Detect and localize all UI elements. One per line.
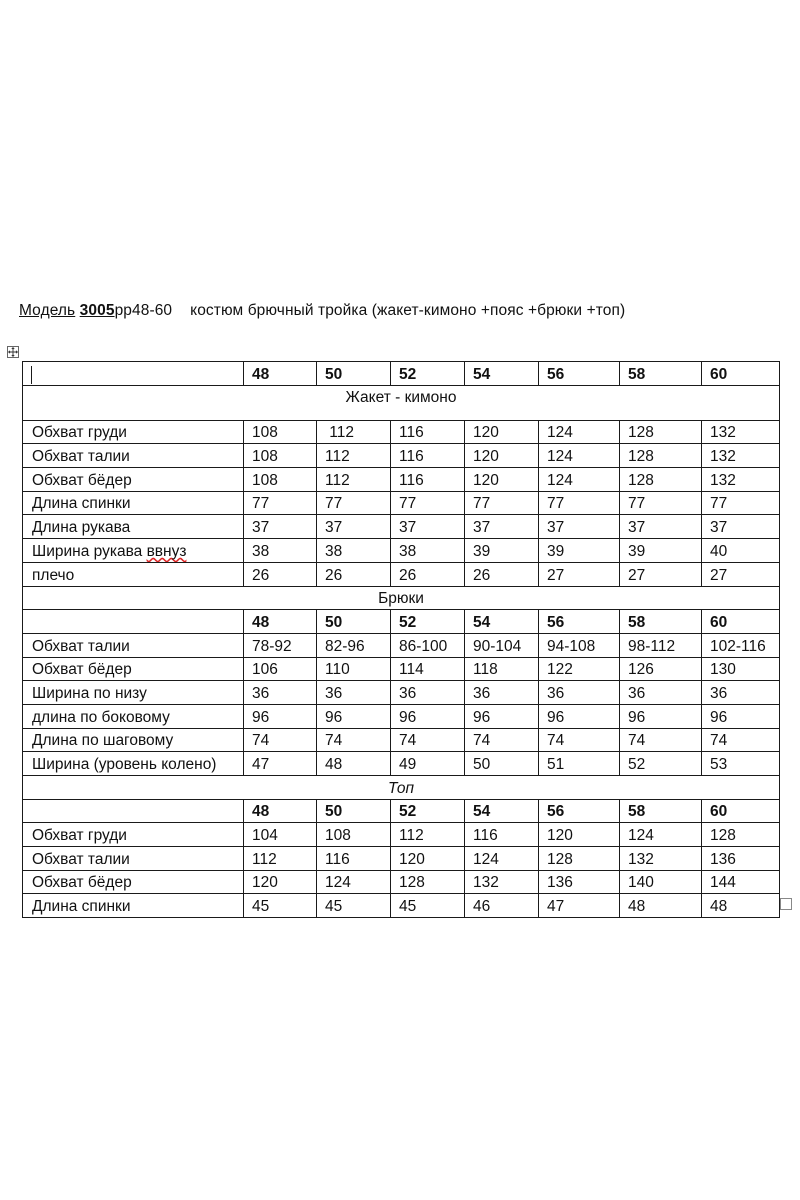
- table-cell: 52: [620, 752, 702, 776]
- size-header-cell: 58: [620, 362, 702, 386]
- table-cell: 37: [391, 515, 465, 539]
- table-row: [23, 752, 780, 776]
- table-cell: 98-112: [620, 633, 702, 657]
- table-cell: 102-116: [702, 633, 780, 657]
- size-header-cell: 54: [465, 362, 539, 386]
- table-cell: 90-104: [465, 633, 539, 657]
- size-header-cell: 58: [620, 610, 702, 634]
- table-cell: 108: [244, 444, 317, 468]
- table-cell: 96: [702, 704, 780, 728]
- table-cell: 39: [465, 539, 539, 563]
- table-cell: 132: [620, 847, 702, 871]
- table-cell: 36: [244, 681, 317, 705]
- sizes-range: рр48-60: [114, 302, 173, 319]
- row-label: [23, 539, 244, 563]
- table-cell: 96: [539, 704, 620, 728]
- table-cell: 74: [539, 728, 620, 752]
- table-cell: 112: [391, 823, 465, 847]
- row-label: Ширина (уровень колено): [23, 752, 244, 776]
- table-resize-handle[interactable]: [780, 898, 792, 910]
- model-label: Модель: [19, 302, 76, 319]
- table-cell: 36: [391, 681, 465, 705]
- row-label: плечо: [23, 562, 244, 586]
- table-cell: 120: [539, 823, 620, 847]
- table-cell: 77: [465, 491, 539, 515]
- table-row: [23, 468, 780, 492]
- table-move-handle-icon[interactable]: [7, 346, 19, 358]
- table-cell: 36: [539, 681, 620, 705]
- row-label: Обхват бёдер: [23, 870, 244, 894]
- size-header-cell: 56: [539, 362, 620, 386]
- table-cell: 77: [702, 491, 780, 515]
- section-row-top: [23, 776, 780, 800]
- section-row-jacket: [23, 385, 780, 420]
- table-cell: 51: [539, 752, 620, 776]
- table-row: [23, 870, 780, 894]
- table-cell: 116: [465, 823, 539, 847]
- section-row-trousers: [23, 586, 780, 610]
- table-cell: 96: [244, 704, 317, 728]
- row-label: Длина спинки: [23, 491, 244, 515]
- table-cell: 96: [391, 704, 465, 728]
- table-cell: 120: [465, 468, 539, 492]
- table-row: [23, 491, 780, 515]
- table-cell: 120: [465, 444, 539, 468]
- row-label: Ширина по низу: [23, 681, 244, 705]
- table-cell: 26: [244, 562, 317, 586]
- table-cell: 36: [317, 681, 391, 705]
- row-label: Обхват талии: [23, 633, 244, 657]
- table-cell: 82-96: [317, 633, 391, 657]
- table-row: [23, 894, 780, 918]
- table-cell: 27: [620, 562, 702, 586]
- table-cell: 124: [620, 823, 702, 847]
- table-cell: 136: [702, 847, 780, 871]
- size-header-cell: 48: [244, 799, 317, 823]
- table-cell: 26: [465, 562, 539, 586]
- table-cell: 40: [702, 539, 780, 563]
- size-header-cell: 52: [391, 362, 465, 386]
- table-row: [23, 823, 780, 847]
- table-cell: 37: [620, 515, 702, 539]
- table-cell: 86-100: [391, 633, 465, 657]
- table-cell: 37: [465, 515, 539, 539]
- table-cell: 128: [620, 468, 702, 492]
- table-cell: 74: [702, 728, 780, 752]
- table-cell: 45: [244, 894, 317, 918]
- table-cell: 74: [391, 728, 465, 752]
- table-cell: 128: [702, 823, 780, 847]
- row-label: Обхват груди: [23, 420, 244, 444]
- table-cell: 74: [244, 728, 317, 752]
- table-cell: 132: [702, 468, 780, 492]
- size-header-cell: 60: [702, 799, 780, 823]
- table-cell: 124: [539, 444, 620, 468]
- table-cell: 122: [539, 657, 620, 681]
- table-cell: 38: [391, 539, 465, 563]
- row-label: Обхват бёдер: [23, 657, 244, 681]
- size-header-cell: 54: [465, 610, 539, 634]
- table-cell: 27: [539, 562, 620, 586]
- table-cell: 118: [465, 657, 539, 681]
- table-row: [23, 444, 780, 468]
- table-cell: 37: [244, 515, 317, 539]
- table-cell: 27: [702, 562, 780, 586]
- table-cell: 39: [539, 539, 620, 563]
- row-label: Обхват груди: [23, 823, 244, 847]
- table-row: [23, 847, 780, 871]
- table-cell: 136: [539, 870, 620, 894]
- row-label: Обхват талии: [23, 847, 244, 871]
- size-header-cell: 60: [702, 610, 780, 634]
- size-header-cell: 58: [620, 799, 702, 823]
- table-cell: 126: [620, 657, 702, 681]
- table-cell: 36: [620, 681, 702, 705]
- table-row: [23, 704, 780, 728]
- row-label: Обхват талии: [23, 444, 244, 468]
- table-cell: 94-108: [539, 633, 620, 657]
- table-cell: 53: [702, 752, 780, 776]
- table-cell: 37: [539, 515, 620, 539]
- table-cell: 132: [702, 444, 780, 468]
- header-empty-cell: [23, 799, 244, 823]
- table-cell: 112: [317, 420, 391, 444]
- table-cell: 47: [539, 894, 620, 918]
- table-cell: 144: [702, 870, 780, 894]
- size-header-row: [23, 362, 780, 386]
- header-empty-cell: [23, 362, 244, 386]
- size-header-cell: 52: [391, 610, 465, 634]
- table-cell: 110: [317, 657, 391, 681]
- section-title: Брюки: [23, 586, 780, 610]
- table-cell: 47: [244, 752, 317, 776]
- table-row: [23, 539, 780, 563]
- table-cell: 120: [465, 420, 539, 444]
- garment-description: костюм брючный тройка (жакет-кимоно +пояс +брюки +топ): [190, 302, 626, 319]
- size-header-cell: 48: [244, 362, 317, 386]
- table-cell: 49: [391, 752, 465, 776]
- size-header-cell: 50: [317, 610, 391, 634]
- table-cell: 112: [317, 468, 391, 492]
- table-cell: 108: [244, 420, 317, 444]
- table-cell: 46: [465, 894, 539, 918]
- table-row: [23, 728, 780, 752]
- table-cell: 128: [620, 444, 702, 468]
- table-cell: 124: [317, 870, 391, 894]
- table-cell: 26: [317, 562, 391, 586]
- table-cell: 48: [620, 894, 702, 918]
- model-number: 3005: [79, 302, 115, 319]
- table-row: [23, 633, 780, 657]
- size-header-row: [23, 799, 780, 823]
- table-cell: 77: [620, 491, 702, 515]
- table-row: [23, 657, 780, 681]
- table-cell: 77: [317, 491, 391, 515]
- table-cell: 74: [465, 728, 539, 752]
- section-title: Жакет - кимоно: [23, 385, 780, 420]
- table-cell: 116: [317, 847, 391, 871]
- table-cell: 116: [391, 444, 465, 468]
- table-cell: 108: [317, 823, 391, 847]
- document-title: [19, 302, 625, 320]
- table-row: [23, 681, 780, 705]
- table-cell: 120: [391, 847, 465, 871]
- row-label: Длина по шаговому: [23, 728, 244, 752]
- size-header-cell: 48: [244, 610, 317, 634]
- table-cell: 78-92: [244, 633, 317, 657]
- table-cell: 114: [391, 657, 465, 681]
- table-cell: 106: [244, 657, 317, 681]
- table-cell: 36: [702, 681, 780, 705]
- size-header-cell: 56: [539, 610, 620, 634]
- table-cell: 74: [620, 728, 702, 752]
- table-row: [23, 420, 780, 444]
- table-cell: 26: [391, 562, 465, 586]
- table-cell: 116: [391, 468, 465, 492]
- table-cell: 74: [317, 728, 391, 752]
- table-cell: 104: [244, 823, 317, 847]
- table-cell: 140: [620, 870, 702, 894]
- table-cell: 36: [465, 681, 539, 705]
- size-chart-table: [22, 361, 780, 918]
- size-header-row: [23, 610, 780, 634]
- table-cell: 130: [702, 657, 780, 681]
- table-cell: 112: [317, 444, 391, 468]
- spellcheck-flagged-word: ввнуз: [146, 542, 187, 560]
- table-cell: 132: [702, 420, 780, 444]
- size-header-cell: 52: [391, 799, 465, 823]
- table-cell: 39: [620, 539, 702, 563]
- table-cell: 124: [539, 468, 620, 492]
- table-cell: 77: [244, 491, 317, 515]
- table-cell: 96: [317, 704, 391, 728]
- size-header-cell: 56: [539, 799, 620, 823]
- table-cell: 37: [317, 515, 391, 539]
- table-cell: 45: [317, 894, 391, 918]
- table-cell: 128: [391, 870, 465, 894]
- table-cell: 77: [391, 491, 465, 515]
- size-header-cell: 60: [702, 362, 780, 386]
- table-cell: 37: [702, 515, 780, 539]
- row-label: Длина рукава: [23, 515, 244, 539]
- table-cell: 112: [244, 847, 317, 871]
- table-cell: 38: [244, 539, 317, 563]
- table-cell: 132: [465, 870, 539, 894]
- table-cell: 38: [317, 539, 391, 563]
- table-cell: 120: [244, 870, 317, 894]
- table-cell: 45: [391, 894, 465, 918]
- size-header-cell: 54: [465, 799, 539, 823]
- row-label: длина по боковому: [23, 704, 244, 728]
- row-label-start: Ширина рукава: [32, 542, 147, 560]
- table-cell: 96: [620, 704, 702, 728]
- table-cell: 48: [317, 752, 391, 776]
- table-cell: 128: [539, 847, 620, 871]
- table-cell: 50: [465, 752, 539, 776]
- table-cell: 116: [391, 420, 465, 444]
- header-empty-cell: [23, 610, 244, 634]
- size-header-cell: 50: [317, 362, 391, 386]
- table-cell: 77: [539, 491, 620, 515]
- section-title: Топ: [23, 776, 780, 800]
- table-row: [23, 562, 780, 586]
- row-label: Длина спинки: [23, 894, 244, 918]
- table-cell: 128: [620, 420, 702, 444]
- table-cell: 96: [465, 704, 539, 728]
- table-row: [23, 515, 780, 539]
- table-cell: 108: [244, 468, 317, 492]
- table-cell: 48: [702, 894, 780, 918]
- size-header-cell: 50: [317, 799, 391, 823]
- table-cell: 124: [539, 420, 620, 444]
- row-label: Обхват бёдер: [23, 468, 244, 492]
- table-cell: 124: [465, 847, 539, 871]
